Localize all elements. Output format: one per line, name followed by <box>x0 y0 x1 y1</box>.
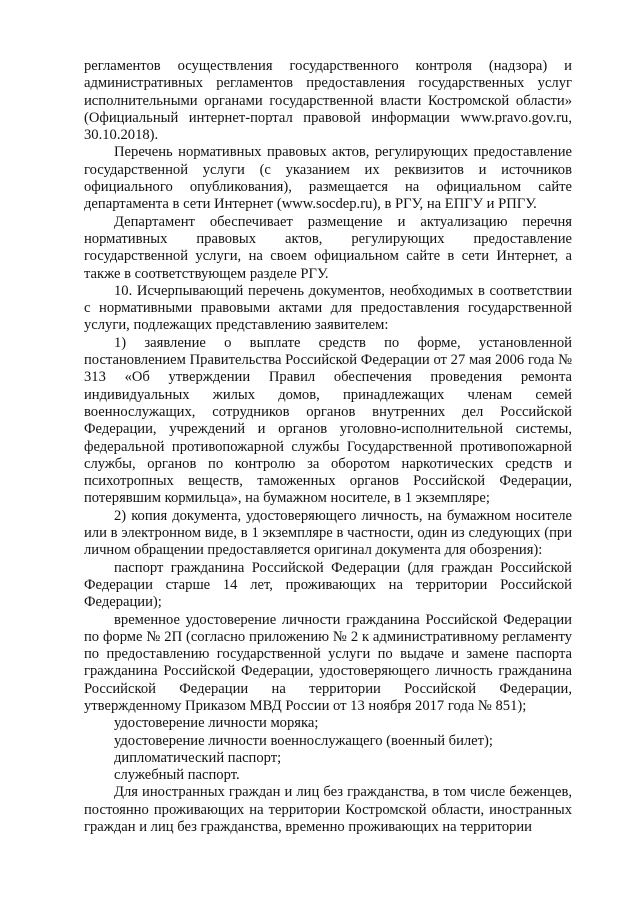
document-paragraph: удостоверение личности военнослужащего (военный билет); <box>114 732 493 749</box>
document-paragraph: 1) заявление о выплате средств по форме, установленной постановлением Правительства Российской Федерации от 27 мая 2006 года № 313 «Об утверждении Правил обеспечения проведения ремонта индивидуальных жилых домов, принадлежащих членам семей военнослужащих, сотрудников органов внутренних дел Российской Федерации, учреждений и органов уголовно-исполнительной системы, федеральной противопожарной службы Государственной противопожарной службы, органов по контролю за оборотом наркотических средств и психотропных веществ, таможенных органов Российской Федерации, потерявшим кормильца», на бумажном носителе, в 1 экземпляре; <box>84 334 572 507</box>
document-paragraph: дипломатический паспорт; <box>114 749 282 766</box>
document-paragraph: временное удостоверение личности гражданина Российской Федерации по форме № 2П (согласно приложению № 2 к административному регламенту по предоставлению государственной услуги по выдаче и замене паспорта гражданина Российской Федерации, удостоверяющего личность гражданина Российской Федерации на территории Российской Федерации, утвержденному Приказом МВД России от 13 ноября 2017 года № 851); <box>84 611 572 714</box>
document-paragraph: 2) копия документа, удостоверяющего личность, на бумажном носителе или в электронном виде, в 1 экземпляре в частности, один из следующих (при личном обращении предоставляется оригинал документа для обозрения): <box>84 507 572 559</box>
document-paragraph: регламентов осуществления государственного контроля (надзора) и административных регламентов предоставления государственных услуг исполнительными органами государственной власти Костромской области» (Официальный интернет-портал правовой информации www.pravo.gov.ru, 30.10.2018). <box>84 58 572 144</box>
document-paragraph: Для иностранных граждан и лиц без гражданства, в том числе беженцев, постоянно проживающих на территории Костромской области, иностранных граждан и лиц без гражданства, временно проживающих на территории <box>84 784 572 836</box>
document-paragraph: паспорт гражданина Российской Федерации (для граждан Российской Федерации старше 14 лет, проживающих на территории Российской Федерации); <box>84 559 572 611</box>
document-paragraph: Департамент обеспечивает размещение и актуализацию перечня нормативных правовых актов, регулирующих предоставление государственной услуги, на своем официальном сайте в сети Интернет, а также в соответствующем разделе РГУ. <box>84 213 572 282</box>
document-paragraph: служебный паспорт. <box>114 767 240 784</box>
document-paragraph: Перечень нормативных правовых актов, регулирующих предоставление государственной услуги (с указанием их реквизитов и источников официального опубликования), размещается на официальном сайте департамента в сети Интернет (www.socdep.ru), в РГУ, на ЕПГУ и РПГУ. <box>84 144 572 213</box>
document-paragraph: удостоверение личности моряка; <box>114 715 319 732</box>
document-page <box>84 58 572 836</box>
document-paragraph: 10. Исчерпывающий перечень документов, необходимых в соответствии с нормативными правовыми актами для предоставления государственной услуги, подлежащих представлению заявителем: <box>84 282 572 334</box>
